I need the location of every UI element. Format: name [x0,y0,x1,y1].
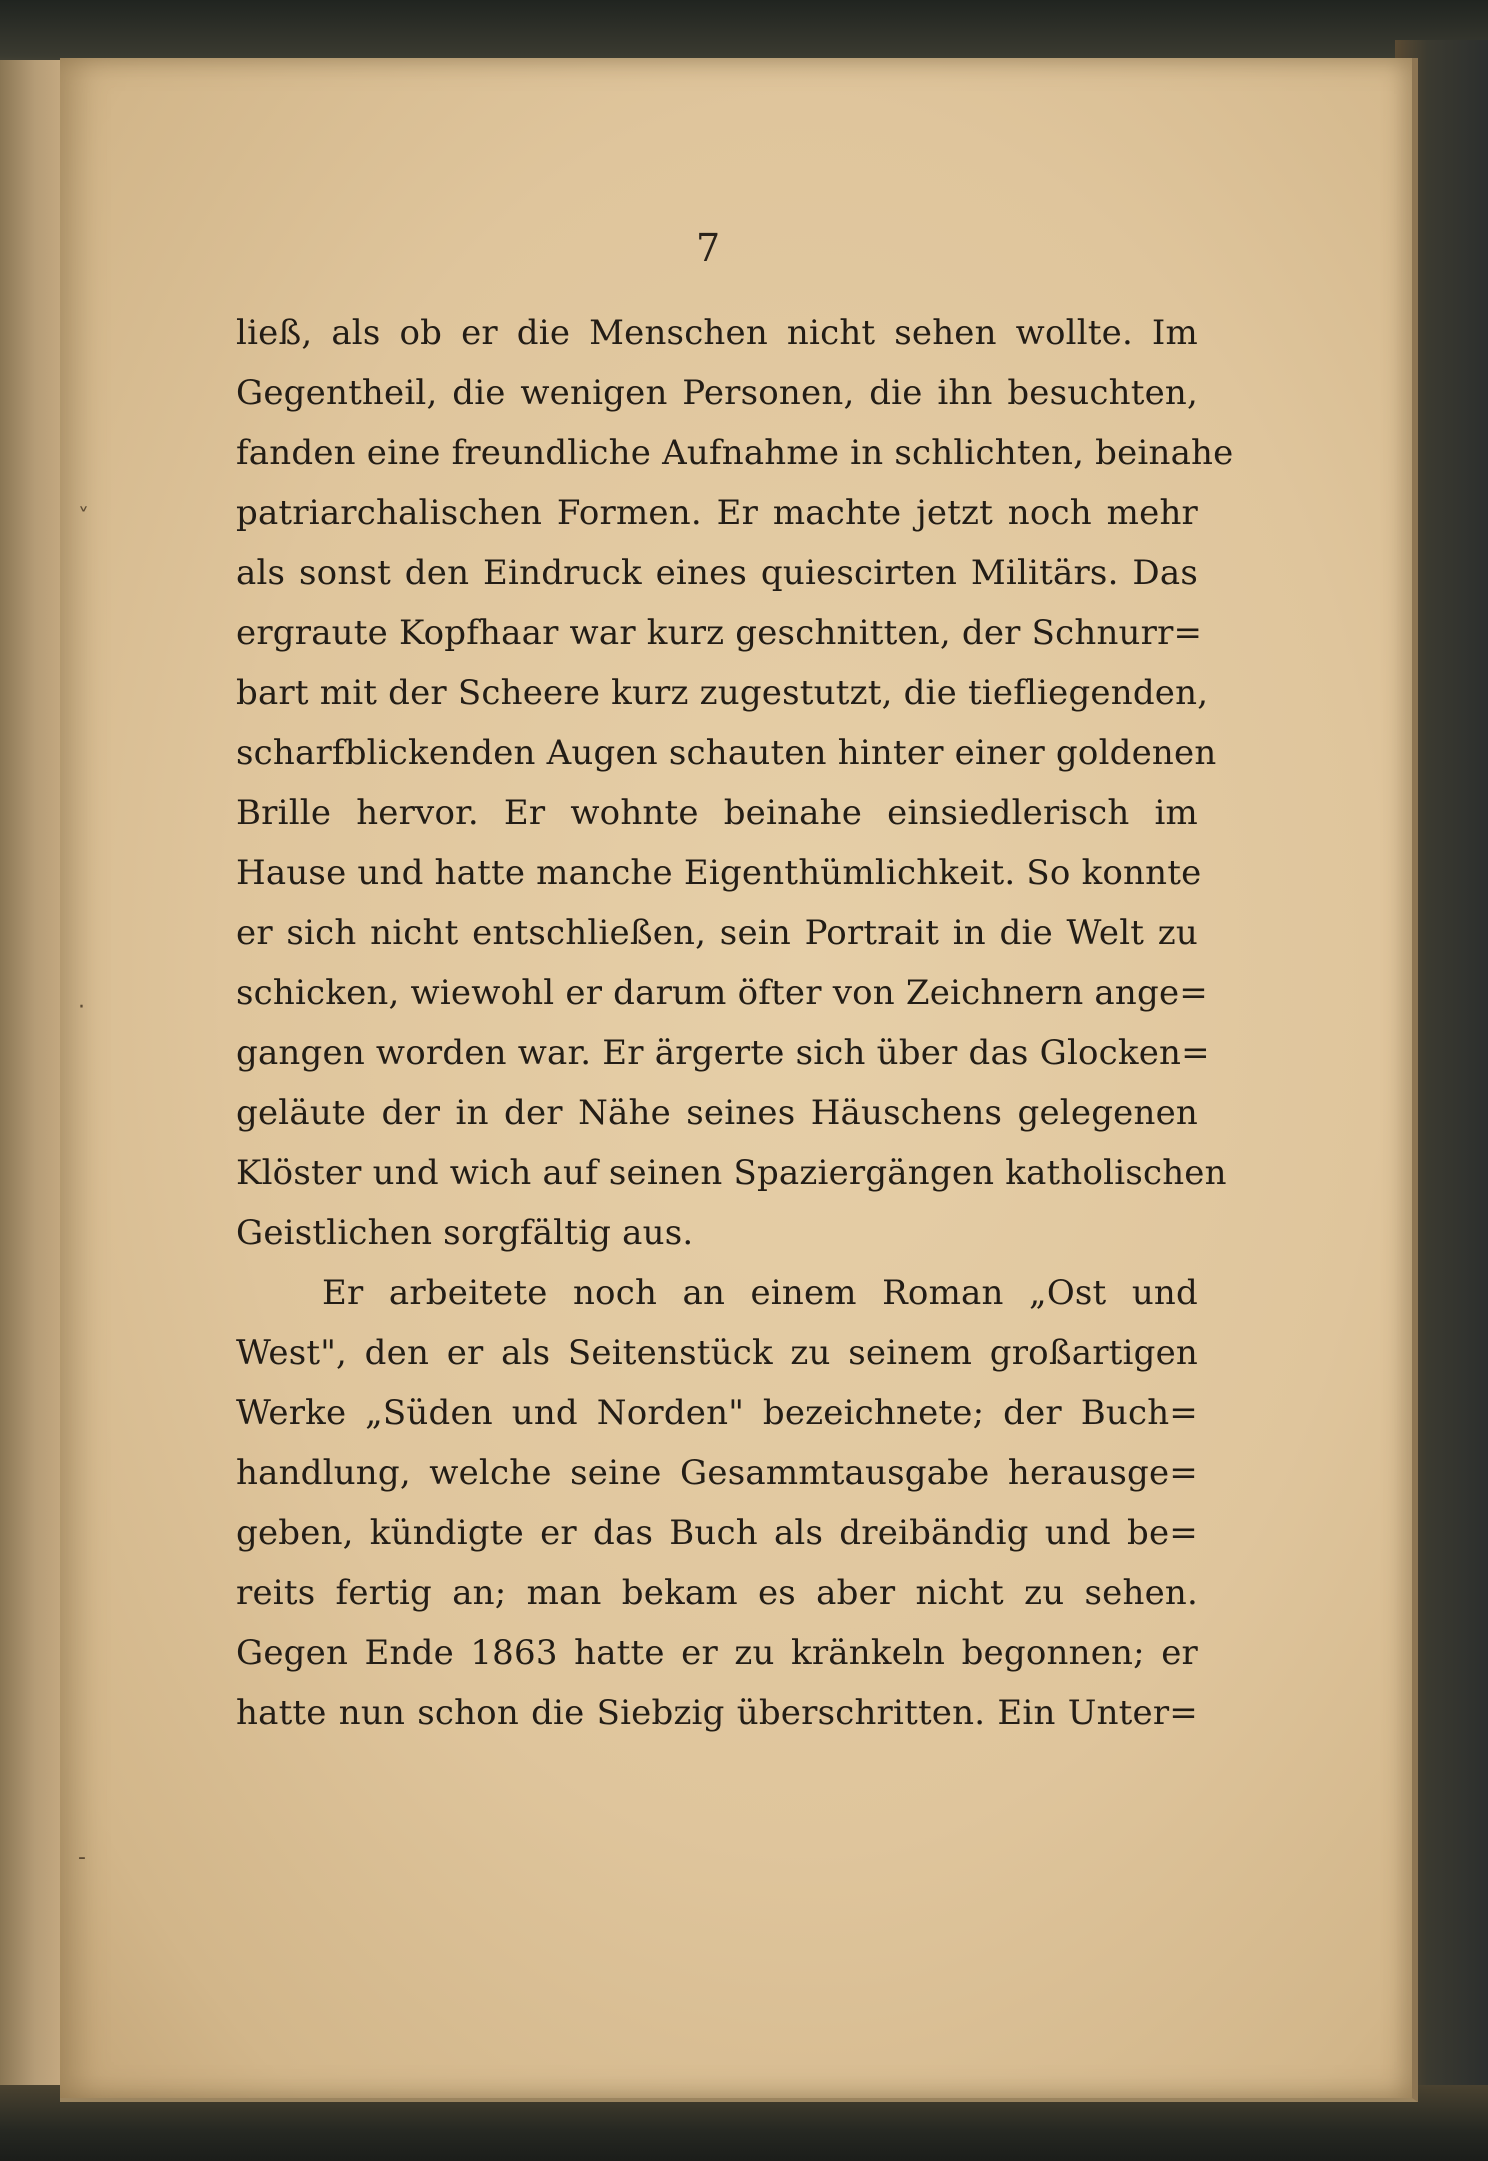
book-page [60,58,1418,2102]
text-line: er sich nicht entschließen, sein Portrait in die Welt zu [236,913,1198,953]
text-line: geläute der in der Nähe seines Häuschens gelegenen [236,1093,1198,1133]
text-line: Klöster und wich auf seinen Spaziergängen katholischen [236,1153,1227,1193]
paragraph-first-line: Er arbeitete noch an einem Roman „Ost und [322,1273,1198,1313]
margin-mark: · [78,995,85,1020]
text-line: Werke „Süden und Norden" bezeichnete; der Buch= [236,1393,1198,1433]
text-line: fanden eine freundliche Aufnahme in schlichten, beinahe [236,433,1234,473]
text-line: gangen worden war. Er ärgerte sich über das Glocken= [236,1033,1210,1073]
text-line: Geistlichen sorgfältig aus. [236,1213,694,1253]
text-line: handlung, welche seine Gesammtausgabe herausge= [236,1453,1198,1493]
text-line: bart mit der Scheere kurz zugestutzt, die tiefliegenden, [236,673,1209,713]
text-line: Gegentheil, die wenigen Personen, die ihn besuchten, [236,373,1198,413]
margin-mark: ˅ [78,505,89,530]
text-line: schicken, wiewohl er darum öfter von Zeichnern ange= [236,973,1208,1013]
text-line: Gegen Ende 1863 hatte er zu kränkeln begonnen; er [236,1633,1198,1673]
text-line: hatte nun schon die Siebzig überschritten. Ein Unter= [236,1693,1198,1733]
text-line: geben, kündigte er das Buch als dreibändig und be= [236,1513,1198,1553]
text-line: West", den er als Seitenstück zu seinem großartigen [236,1333,1198,1373]
text-line: patriarchalischen Formen. Er machte jetzt noch mehr [236,493,1198,533]
text-line: reits fertig an; man bekam es aber nicht zu sehen. [236,1573,1198,1613]
margin-mark: - [78,1845,86,1870]
text-line: ergraute Kopfhaar war kurz geschnitten, der Schnurr= [236,613,1203,653]
text-line: scharfblickenden Augen schauten hinter einer goldenen [236,733,1217,773]
text-line: als sonst den Eindruck eines quiescirten Militärs. Das [236,553,1198,593]
text-line: ließ, als ob er die Menschen nicht sehen wollte. Im [236,313,1198,353]
text-line: Hause und hatte manche Eigenthümlichkeit. So konnte [236,853,1202,893]
text-line: Brille hervor. Er wohnte beinahe einsiedlerisch im [236,793,1198,833]
page-number: 7 [696,226,722,270]
